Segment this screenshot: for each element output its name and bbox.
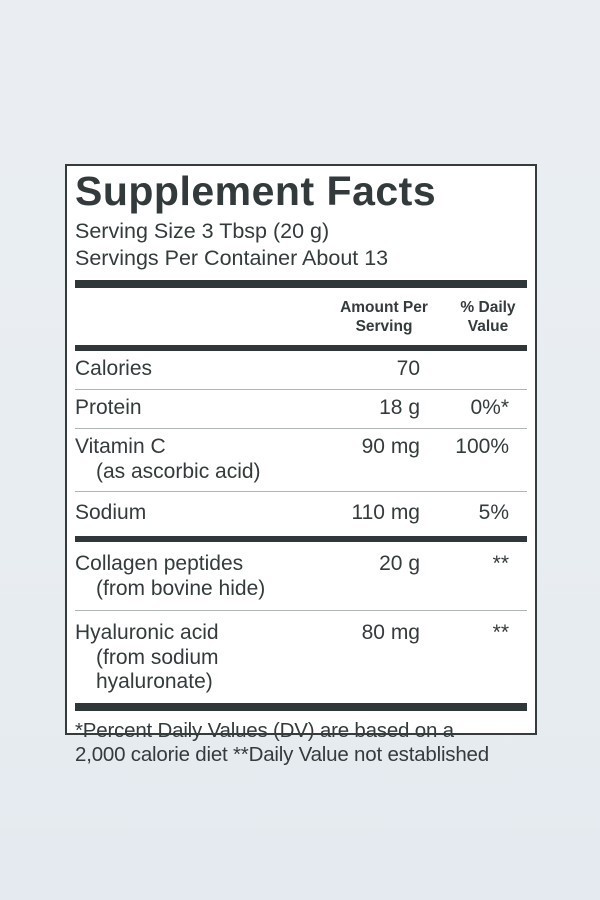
- daily-value-cell: **: [492, 552, 509, 575]
- supplement-facts-label: [65, 164, 537, 766]
- nutrient-row-vitamin-c: [75, 428, 527, 491]
- nutrient-name: Sodium: [75, 501, 147, 524]
- other-ingredients-section: [75, 542, 527, 703]
- label-title: Supplement Facts: [75, 168, 437, 214]
- nutrient-subtext: (from bovine hide): [96, 577, 266, 600]
- thick-rule-top: [75, 280, 527, 288]
- nutrient-row-calories: [75, 351, 527, 389]
- column-header-row: [75, 288, 527, 345]
- nutrient-row-collagen-peptides: [75, 542, 527, 610]
- amount-cell: 18 g: [379, 396, 420, 419]
- column-header-daily-value: % Daily Value: [460, 299, 516, 335]
- servings-per-container-text: Servings Per Container About 13: [75, 246, 389, 270]
- amount-cell: 90 mg: [361, 435, 420, 458]
- footnote-line-1: *Percent Daily Values (DV) are based on a: [75, 719, 454, 742]
- amount-cell: 20 g: [379, 552, 420, 575]
- nutrient-row-hyaluronic-acid: [75, 610, 527, 703]
- thick-rule-bottom: [75, 703, 527, 711]
- footnote: [75, 711, 527, 766]
- nutrient-name: Protein: [75, 396, 142, 419]
- nutrient-name: Vitamin C (as ascorbic acid): [75, 435, 323, 484]
- daily-value-cell: **: [492, 621, 509, 644]
- daily-value-cell: 5%: [478, 501, 509, 524]
- nutrient-subtext: (as ascorbic acid): [96, 460, 261, 483]
- nutrient-name: Hyaluronic acid (from sodium hyaluronate): [75, 621, 323, 694]
- nutrient-subtext: (from sodium hyaluronate): [96, 646, 219, 693]
- amount-cell: 70: [396, 357, 420, 380]
- footnote-line-2: 2,000 calorie diet **Daily Value not established: [75, 742, 489, 766]
- amount-cell: 110 mg: [351, 501, 420, 524]
- nutrient-name: Collagen peptides (from bovine hide): [75, 552, 323, 601]
- daily-value-cell: 0%*: [470, 396, 509, 419]
- serving-size-text: Serving Size 3 Tbsp (20 g): [75, 219, 330, 243]
- amount-cell: 80 mg: [361, 621, 420, 644]
- nutrient-name: Calories: [75, 357, 153, 380]
- daily-value-cell: 100%: [455, 435, 509, 458]
- nutrients-section: [75, 351, 527, 536]
- nutrient-row-protein: [75, 389, 527, 428]
- column-header-spacer: [75, 298, 323, 336]
- column-header-amount: Amount Per Serving: [340, 299, 428, 335]
- nutrient-row-sodium: [75, 491, 527, 536]
